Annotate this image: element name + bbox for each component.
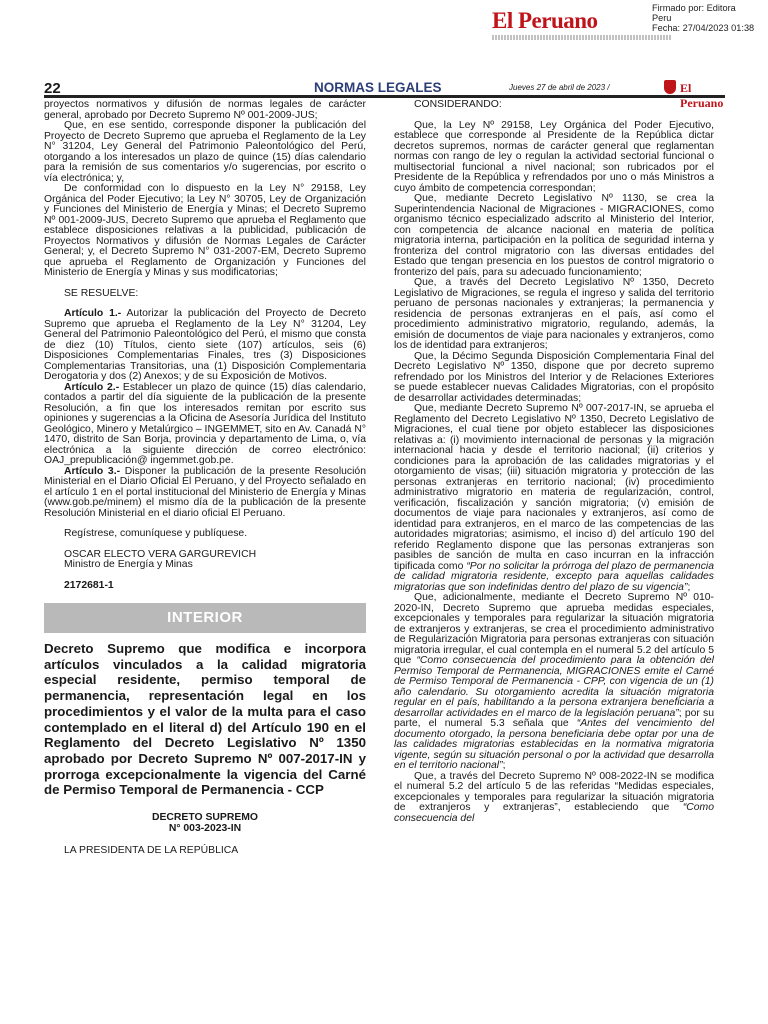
signature-line: Fecha: 27/04/2023 01:38 [652, 23, 755, 34]
publication-code: 2172681-1 [64, 579, 114, 591]
signature-line: Peru [652, 13, 672, 24]
closing-formula: Regístrese, comuníquese y publíquese. [64, 528, 248, 539]
paragraph [394, 404, 714, 593]
article-1 [44, 309, 366, 383]
page-number: 22 [44, 80, 61, 97]
paragraph: proyectos normativos y difusión de normas legales de carácter general, aprobado por Decreto Supremo Nº 001-2009-JUS; [44, 99, 366, 121]
paragraph: Que, la Décimo Segunda Disposición Complementaria Final del Decreto Legislativo Nº 1350, dispone que por decreto supremo refrendado por los Ministros del Interior y de Relaciones Exteriores se puede establecer nuevas Calidades Migratorias, con el propósito de desarrollar actividades determinadas; [394, 350, 714, 404]
paragraph: Que, la Ley Nº 29158, Ley Orgánica del Poder Ejecutivo, establece que corresponde al Presidente de la República dictar decretos supremos, normas de carácter general que reglamentan normas con rango de ley o regulan la actividad sectorial funcional o multisectorial funcional a nivel nacional; son rubricados por el Presidente de la República y refrendados por uno o más Ministros a cuyo ámbito de competencia correspondan; [394, 119, 714, 194]
paragraph [394, 593, 714, 772]
article-label: Artículo 1.- [64, 308, 122, 319]
resolves-heading: SE RESUELVE: [64, 287, 139, 299]
signer-name: OSCAR ELECTO VERA GARGUREVICH [64, 548, 257, 560]
quoted-text: “Como consecuencia del [394, 802, 714, 824]
paragraph: Que, a través del Decreto Legislativo Nº 1350, Decreto Legislativo de Migraciones, se regula el ingreso y salida del territorio peruano de personas nacionales y extranjeras; la permanencia y residencia de personas extranjeras en el país, así como el procedimiento administrativo migratorio, regulando, además, la emisión de documentos de viaje para nacionales y extranjeros, como los de identidad para extranjeros; [394, 277, 714, 351]
text-run: Que, a través del Decreto Supremo Nº 008-2022-IN se modifica el numeral 5.2 del artículo 5 de las referidas “Medidas especiales, excepcionales y temporales para regularizar la situación migratoria de extranjeros y extranjeras”, estableciendo que [394, 770, 714, 813]
text-run: Que, mediante Decreto Supremo Nº 007-2017-IN, se aprueba el Reglamento del Decreto Legislativo Nº 1350, Decreto Legislativo de Migraciones, el cual tiene por objeto establecer las disposiciones relativas a: (i) movimiento internacional de personas y la migración internacional hacia y desde el territorio nacional; (ii) criterios y condiciones para la aprobación de las calidades migratorias y el otorgamiento de visas; (iii) situación migratoria y protección de las personas extranjeras en territorio nacional; (iv) procedimiento administrativo migratorio en materia de regularización, control, verificación, fiscalización y sanción migratoria; (v) emisión de documentos de viaje para nacionales y extranjeros, así como de identidad para extranjeros, en el marco de las competencias de las autoridades migratorias; asimismo, el inciso d) del artículo 190 del referido Reglamento dispone que las personas extranjeras son pasibles de sanción de multa en caso incurran en la infracción tipificada como [394, 403, 714, 572]
text-run: Que, adicionalmente, mediante el Decreto Supremo Nº 010-2020-IN, Decreto Supremo que aprueba medidas especiales, excepcionales y temporales para regularizar la situación migratoria de extranjeros y extranjeras, se crea el procedimiento administrativo de Regularización Migratoria para personas extranjeras con situación migratoria irregular, el cual contempla en el numeral 5.2 del artículo 5 que [394, 592, 714, 666]
text-run: ; por su parte, el numeral 5.3 señala que [394, 707, 714, 729]
quoted-text: “Por no solicitar la prórroga del plazo de permanencia de calidad migratoria residente, excepto para aquellas calidades migratorias que son indefinidas dentro del plazo de su vigencia” [394, 560, 714, 593]
decree-number-block [44, 812, 366, 834]
issue-date: Jueves 27 de abril de 2023 / [509, 83, 610, 92]
decree-label: DECRETO SUPREMO [151, 812, 259, 824]
paragraph [394, 772, 714, 825]
section-band [44, 603, 366, 633]
masthead [0, 0, 768, 72]
el-peruano-logo: El Peruano [492, 8, 598, 33]
coat-of-arms-icon [664, 80, 676, 94]
signer-role: Ministro de Energía y Minas [64, 559, 193, 570]
decree-title: Decreto Supremo que modifica e incorpora artículos vinculados a la calidad migratoria especial residente, permiso temporal de permanencia, representación legal en los procedimientos y el valor de la multa para el caso contemplado en el literal d) del Artículo 190 en el Reglamento del Decreto Legislativo Nº 1350 aprobado por Decreto Supremo Nº 007-2017-IN y prorroga excepcionalmente la vigencia del Carné de Permiso Temporal de Permanencia - CCP [44, 641, 366, 798]
paragraph: Que, en ese sentido, corresponde disponer la publicación del Proyecto de Decreto Supremo que aprueba el Reglamento de la Ley N° 31204, Ley General del Patrimonio Paleontológico del Perú, otorgando a los interesados un plazo de quince (15) días calendario para la remisión de sus comentarios y/o sugerencias, por escrito o vía electrónica; y, [44, 120, 366, 184]
logo-tagline-decoration [492, 35, 672, 40]
decree-number: N° 003-2023-IN [168, 823, 242, 835]
quoted-text: “Como consecuencia del procedimiento para la obtención del Permiso Temporal de Permanencia, MIGRACIONES emite el Carné de Permiso Temporal de Permanencia - CPP, con vigencia de un (1) año calendario. Su otorgamiento acredita la situación migratoria regular en el país, habilitando a la persona extranjera beneficiaria a desarrollar actividades en el marco de la legislación peruana” [394, 655, 714, 719]
article-label: Artículo 3.- [64, 465, 121, 477]
text-run: ; [502, 760, 506, 771]
article-text: Disponer la publicación de la presente Resolución Ministerial en el Diario Oficial El Peruano, y del Proyecto señalado en el artículo 1 en el portal institucional del Ministerio de Energía y Minas (www.gob.pe/minem) el mismo día de la publicación de la presente Resolución Ministerial en el diario oficial El Peruano. [44, 465, 366, 519]
considering-heading: CONSIDERANDO: [414, 99, 502, 110]
section-title: NORMAS LEGALES [314, 80, 442, 95]
right-column [394, 100, 714, 824]
quoted-text: “Antes del vencimiento del documento otorgado, la persona beneficiaria debe optar por una de las calidades migratorias establecidas en la normativa migratoria vigente, según su situación personal o por la actividad que desarrolla en el territorio nacional” [394, 718, 715, 771]
section-band-label: INTERIOR [167, 609, 243, 626]
paragraph: De conformidad con lo dispuesto en la Ley N° 29158, Ley Orgánica del Poder Ejecutivo; la Ley N° 30705, Ley de Organización y Funciones del Ministerio de Energía y Minas; el Decreto Supremo Nº 001-2009-JUS, Decreto Supremo que aprueba el Reglamento que establece disposiciones relativas a la publicidad, publicación de Proyectos Normativos y difusión de Normas Legales de Carácter General; y, el Decreto Supremo N° 031-2007-EM, Decreto Supremo que aprueba el Reglamento de Organización y Funciones del Ministerio de Energía y Minas y sus modificatorias; [44, 183, 366, 278]
left-column [44, 100, 366, 857]
article-label: Artículo 2.- [64, 381, 120, 393]
digital-signature [652, 3, 754, 34]
text-run: ; [687, 581, 691, 593]
issuer: LA PRESIDENTA DE LA REPÚBLICA [64, 845, 239, 857]
article-3 [44, 467, 366, 520]
paragraph: Que, mediante Decreto Legislativo Nº 1130, se crea la Superintendencia Nacional de Migraciones - MIGRACIONES, como organismo técnico especializado adscrito al Ministerio del Interior, con competencia de alcance nacional en materia de política migratoria interna, participación en la política de seguridad interna y fronteriza del control migratorio con las diversas entidades del Estado que tengan presencia en los puestos de control migratorio o fronterizo del país, para su adecuado funcionamiento; [394, 193, 714, 278]
article-2 [44, 383, 366, 467]
signature-line: Firmado por: Editora [652, 3, 736, 13]
brand-small: El Peruano [680, 81, 724, 110]
article-text: Establecer un plazo de quince (15) días calendario, contados a partir del día siguiente de la publicación de la presente Resolución, a fin que los interesados remitan por escrito sus opiniones y sugerencias a la Oficina de Asesoría Jurídica del Instituto Geológico, Minero y Metalúrgico – INGEMMET, sito en Av. Canadá N° 1470, distrito de San Borja, provincia y departamento de Lima, o, vía electrónica a la siguiente dirección de correo electrónico: OAJ_prepublicación@ ingemmet.gob.pe. [44, 381, 366, 466]
article-text: Autorizar la publicación del Proyecto de Decreto Supremo que aprueba el Reglamento de la Ley N° 31204, Ley General del Patrimonio Paleontológico del Perú, el mismo que consta de diez (10) Títulos, ciento siete (107) artículos, seis (6) Disposiciones Complementarias Finales, tres (3) Disposiciones Complementarias Transitorias, una (1) Disposición Complementaria Derogatoria y dos (2) Anexos; y de su Exposición de Motivos. [44, 308, 366, 382]
